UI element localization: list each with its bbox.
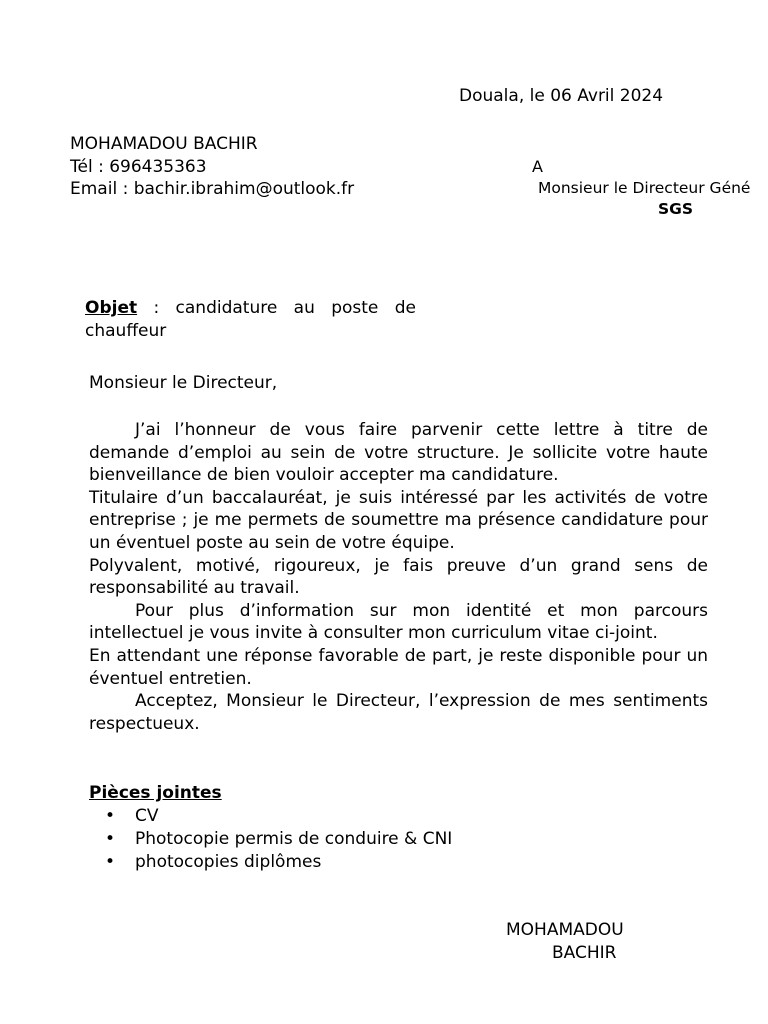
bullet-icon: • — [105, 806, 116, 826]
body-paragraph: En attendant une réponse favorable de part, je reste disponible pour un éventuel entretien. — [89, 645, 708, 689]
attachment-label: Photocopie permis de conduire & CNI — [135, 828, 453, 849]
attachment-item — [89, 851, 452, 874]
letter-date: Douala, le 06 Avril 2024 — [459, 86, 664, 106]
attachment-item — [89, 805, 452, 828]
attachment-item — [89, 828, 452, 851]
attachments-title: Pièces jointes — [89, 783, 222, 803]
subject-label: Objet — [85, 298, 138, 318]
attachments-list — [89, 805, 452, 873]
signature-line-2: BACHIR — [552, 943, 617, 963]
bullet-icon: • — [105, 851, 116, 872]
recipient-title: Monsieur le Directeur Géné — [538, 179, 751, 197]
body-paragraph: Acceptez, Monsieur le Directeur, l’expression de mes sentiments respectueux. — [89, 691, 708, 734]
sender-phone: Tél : 696435363 — [70, 156, 207, 177]
body-paragraph: Titulaire d’un baccalauréat, je suis intéressé par les activités de votre entreprise ; je me permets de soumettre ma présence candidature pour un éventuel poste au sein de votre équipe. — [89, 487, 708, 553]
recipient-prefix: A — [532, 157, 543, 176]
signature-line-1: MOHAMADOU — [506, 920, 624, 940]
letter-body — [89, 419, 708, 735]
body-paragraph: Pour plus d’information sur mon identité et mon parcours intellectuel je vous invite à consulter mon curriculum vitae ci-joint. — [89, 600, 708, 644]
attachment-label: photocopies diplômes — [135, 851, 322, 872]
sender-block — [70, 133, 354, 201]
subject-text: : candidature au poste de chauffeur — [85, 298, 416, 341]
attachment-label: CV — [135, 806, 159, 826]
body-paragraph: Polyvalent, motivé, rigoureux, je fais preuve d’un grand sens de responsabilité au travail. — [89, 555, 708, 599]
sender-email: Email : bachir.ibrahim@outlook.fr — [70, 179, 355, 199]
sender-name: MOHAMADOU BACHIR — [70, 134, 258, 154]
body-paragraph: J’ai l’honneur de vous faire parvenir cette lettre à titre de demande d’emploi au sein de votre structure. Je sollicite votre haute bienveillance de bien vouloir accepter ma candidature. — [89, 420, 708, 486]
subject-line — [85, 297, 416, 343]
greeting: Monsieur le Directeur, — [89, 373, 278, 393]
bullet-icon: • — [105, 828, 116, 849]
recipient-organization: SGS — [658, 200, 694, 218]
